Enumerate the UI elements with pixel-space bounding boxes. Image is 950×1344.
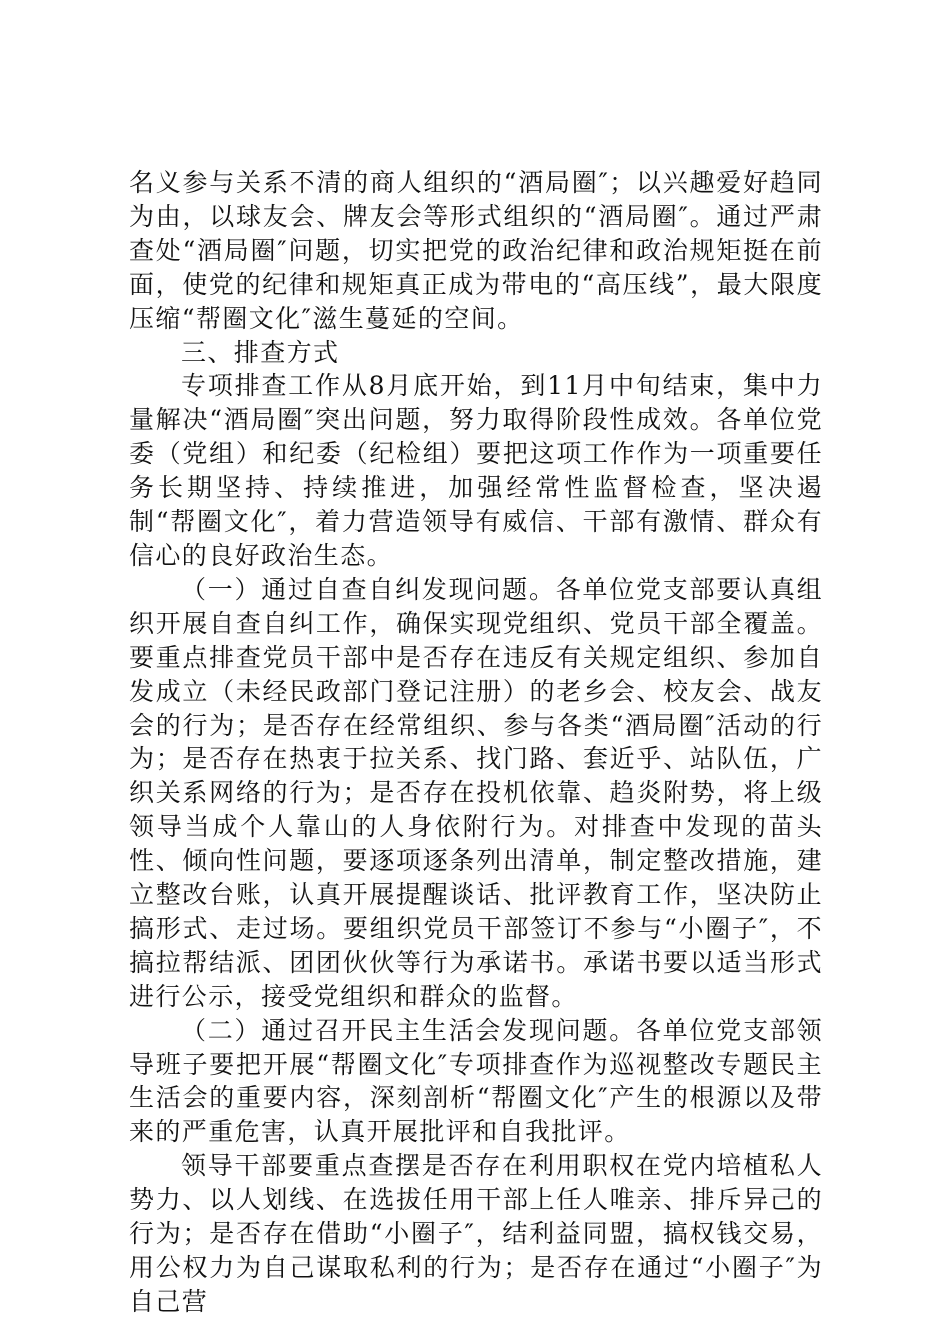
paragraph-democratic-meeting: （二）通过召开民主生活会发现问题。各单位党支部领导班子要把开展“帮圈文化″专项排查作为巡视整改专题民主生活会的重要内容，深刻剖析“帮圈文化″产生的根源以及带来的严重危害，认真开展批评和自我批评。 [129,1015,823,1147]
document-body [129,166,823,1319]
paragraph-leader-check: 领导干部要重点查摆是否存在利用职权在党内培植私人势力、以人划线、在选拔任用干部上任人唯亲、排斥异己的行为；是否存在借助“小圈子″，结利益同盟，搞权钱交易，用公权力为自己谋取私利的行为；是否存在通过“小圈子″为自己营 [129,1151,823,1316]
paragraph-continuation: 名义参与关系不清的商人组织的“酒局圈″；以兴趣爱好趋同为由，以球友会、牌友会等形式组织的“酒局圈″。通过严肃查处“酒局圈″问题，切实把党的政治纪律和政治规矩挺在前面，使党的纪律和规矩真正成为带电的“高压线”，最大限度压缩“帮圈文化″滋生蔓延的空间。 [129,168,823,333]
paragraph-self-check: （一）通过自查自纠发现问题。各单位党支部要认真组织开展自查自纠工作，确保实现党组织、党员干部全覆盖。要重点排查党员干部中是否存在违反有关规定组织、参加自发成立（未经民政部门登记注册）的老乡会、校友会、战友会的行为；是否存在经常组织、参与各类“酒局圈″活动的行为；是否存在热衷于拉关系、找门路、套近乎、站队伍，广织关系网络的行为；是否存在投机依靠、趋炎附势，将上级领导当成个人靠山的人身依附行为。对排查中发现的苗头性、倾向性问题，要逐项逐条列出清单，制定整改措施，建立整改台账，认真开展提醒谈话、批评教育工作，坚决防止搞形式、走过场。要组织党员干部签订不参与“小圈子″，不搞拉帮结派、团团伙伙等行为承诺书。承诺书要以适当形式进行公示，接受党组织和群众的监督。 [129,574,823,1011]
paragraph-schedule: 专项排查工作从8月底开始，到11月中旬结束，集中力量解决“酒局圈″突出问题，努力取得阶段性成效。各单位党委（党组）和纪委（纪检组）要把这项工作作为一项重要任务长期坚持、持续推进，加强经常性监督检查，坚决遏制“帮圈文化″，着力营造领导有威信、干部有激情、群众有信心的良好政治生态。 [129,371,823,570]
section-heading-investigation-method: 三、排查方式 [181,337,340,367]
